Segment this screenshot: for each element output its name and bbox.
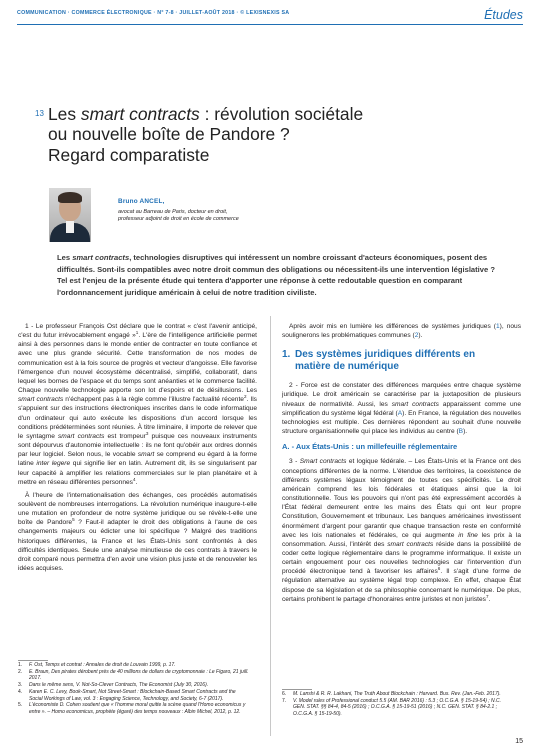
footnotes-right [282,691,514,718]
column-divider [270,316,271,736]
article-number: 13 [35,109,44,118]
abstract: Les smart contracts, technologies disruptives qui intéressent un nombre croissant d'acteurs économiques, posent des difficultés. Sont-ils compatibles avec notre droit commun des obligations ou nécessitent-ils une intervention législative ? Tel est l'enjeu de la présente étude qui tentera d'apporter une réponse à cette redoutable question en comparant l'ordonnancement juridique américain à celui de notre tradition civiliste. [57,253,495,297]
footnote-rule-left [18,660,48,661]
header-rule [17,24,523,25]
page-number: 15 [515,738,523,745]
footnote: 5. L'économiste D. Cohen soutient que « l'homme moral quitte la scène quand l'Homo economicus y entre ». – Homo economicus, prophète (égaré) des temps nouveaux : Albin Michel, 2012, p. 12. [18,702,246,715]
running-header: COMMUNICATION · COMMERCE ÉLECTRONIQUE · N° 7-8 · JUILLET-AOÛT 2018 · © LEXISNEXIS SA [17,10,290,16]
footnotes-left [18,662,250,716]
subsection-heading-a: A. - Aux États-Unis : un millefeuille réglementaire [282,442,458,452]
paragraph-2: À l'heure de l'internationalisation des échanges, ces procédés automatisés soulèvent de nombreuses interrogations. La révolution numérique inaugure-t-elle une mutation en profondeur de notre système juridique ou se révèle-t-elle une boîte de Pandore$^5$ ? Faut-il adapter le droit des obligations à l'aune de ces changements majeurs ou édicter une loi spécifique ? Malgré des traditions historiques différentes, la France et les États-Unis sont confrontés à des difficultés identiques. Seule une analyse minutieuse de ces contrats à travers le droit comparé nous permettra d'en avoir une vision plus juste et de renouveler les idées acquises. [18,491,258,573]
author-name: Bruno ANCEL, [118,198,165,205]
article-title: Les smart contracts : révolution sociétale ou nouvelle boîte de Pandore ? Regard comparatiste [48,104,364,165]
paragraph-5: 3 - Smart contracts et logique fédérale. – Les États-Unis et la France ont des conceptions différentes de la norme. L'étendue des territoires, la coexistence de différents systèmes légaux témoignent de toutes ces spécificités. Le droit américain comprend les lois fédérales et étatiques ainsi que la loi constitutionnelle. Tous les pouvoirs qui n'ont pas été expressément accordés à l'État fédéral demeurent entre les mains des États qui ont leur propre Constitution, Gouvernement et tribunaux. Les banques américaines investissent énormément d'argent pour garantir que chaque transaction reste en conformité avec les lois nationales et fédérales, ce qui augmente in fine les prix à la consommation. Aussi, l'intérêt des smart contracts réside dans la possibilité de coder cette logique réglementaire dans le programme informatique. Il existe un certain engouement pour ces nouvelles technologies car l'intervention d'un procédé électronique tend à favoriser les affaires$^6$. Il s'agit d'une forme de régulation alternative au système légal trop complexe. En effet, chaque État dispose de sa législation et de sa philosophie concernant le numérique. De plus, certains prohibent le partage d'honoraires entre juristes et non juristes$^7$. [282,458,521,603]
footnote: 1. F. Ost, Temps et contrat : Annales de droit de Louvain 1999, p. 17. [18,662,176,668]
body-column-right [282,322,521,608]
paragraph-4: 2 - Force est de constater des différences marquées entre chaque système juridique. Le droit américain se caractérise par la juxtaposition de plusieurs niveaux de normativité. Aussi, les smart contracts apparaissent comme une simplification du système légal fédéral (A). En France, la régulation des nouvelles technologies est multiple. Ces dernières répondent au souhait d'une nouvelle structure organisationnelle qui place les individus au centre (B). [282,382,522,436]
ref-link-b[interactable]: B [458,428,464,436]
ref-link-a[interactable]: A [397,409,403,417]
footnote: 3. Dans le même sens, V. Not-So-Clever Contracts, The Economist (July 30, 2016). [18,682,209,689]
section-heading-1: 1. Des systèmes juridiques différents en matière de numérique [282,349,476,373]
footnote-rule-right [282,689,312,690]
footnote: 2. E. Braun, Des pirates dérobent près de 40 millions de dollars de cryptomonnaie : Le Figaro, 21 juill. 2017. [18,668,249,682]
footnote: 6. M. Lanshi & R. R. Lakhani, The Truth About Blockchain : Harvard. Bus. Rev. (Jan.-Feb. 2017). [282,691,501,697]
ref-link-2[interactable]: 2 [414,332,419,340]
paragraph-3: Après avoir mis en lumière les différences de systèmes juridiques (1), nous soulignerons les problématiques communes (2). [282,323,521,340]
body-column-left [18,322,257,577]
footnote: 4. Karen E. C. Levy, Book-Smart, Not Street-Smart : Blockchain-Based Smart Contracts and the Social Workings of Law, vol. 3 : Engaging Science, Technology, and Society, 6-7 (2017). [18,689,236,702]
author-photo [49,188,91,242]
author-role: avocat au Barreau de Paris, docteur en droit, professeur adjoint de droit en école de commerce [118,209,239,222]
paragraph-1: 1 - Le professeur François Ost déclare que le contrat « c'est l'avenir anticipé, c'est du futur irrévocablement engagé »$^1$. L'ère de l'intelligence artificielle permet ainsi à des personnes dans le monde entier de contracter en toute confiance et avec une plus grande sécurité. Cette transformation de nos modes de communication est à la fois source de progrès et vecteur d'angoisse. Elle favorise l'émergence d'un nouvel écosystème décentralisé, simplifié, collaboratif, dans lequel les bornes de l'espace et du temps sont anéanties et le commerce facilité. Chaque nouvelle technologie apporte son lot d'espoirs et de désillusions. Les smart contracts n'échappent pas à la règle comme l'illustre l'actualité récente$^2$. Ils s'appuient sur des instructions électroniques inscrites dans le code informatique d'un ordinateur qui auto exécute les dispositions d'un accord lorsque les conditions prédéterminées sont réunies. À titre liminaire, il importe de relever que le syntagme smart contracts est trompeur$^3$ puisque ces nouveaux instruments sont dépourvus d'autonomie intellectuelle : ils ne font qu'obéir aux ordres donnés par leur logiciel. Selon nous, le vocable smart se comprend eu égard à la forme latine inter legere qui signifie lier en latin. Autrement dit, ils se singularisent par leur capacité à amplifier les relations commerciales sur le plan planétaire et à mettre en réseau différentes personnes$^4$. [18,323,257,486]
section-label: Études [484,8,523,22]
ref-link-1[interactable]: 1 [495,323,500,330]
footnote: 7. V. Model rules of Professional conduct 5.5 (AM. BAR 2016) : 5.3 ; O.C.G.A. § 15-19-54) ; N.C. GEN. STAT. §§ 84-4, 84-5 (2016) ; O.C.G.A. § 15-19-51 (2016) ; N.C. GEN. STAT. § 84-2.1 ; O.C.G.A. § 15-19-50). [282,697,502,717]
